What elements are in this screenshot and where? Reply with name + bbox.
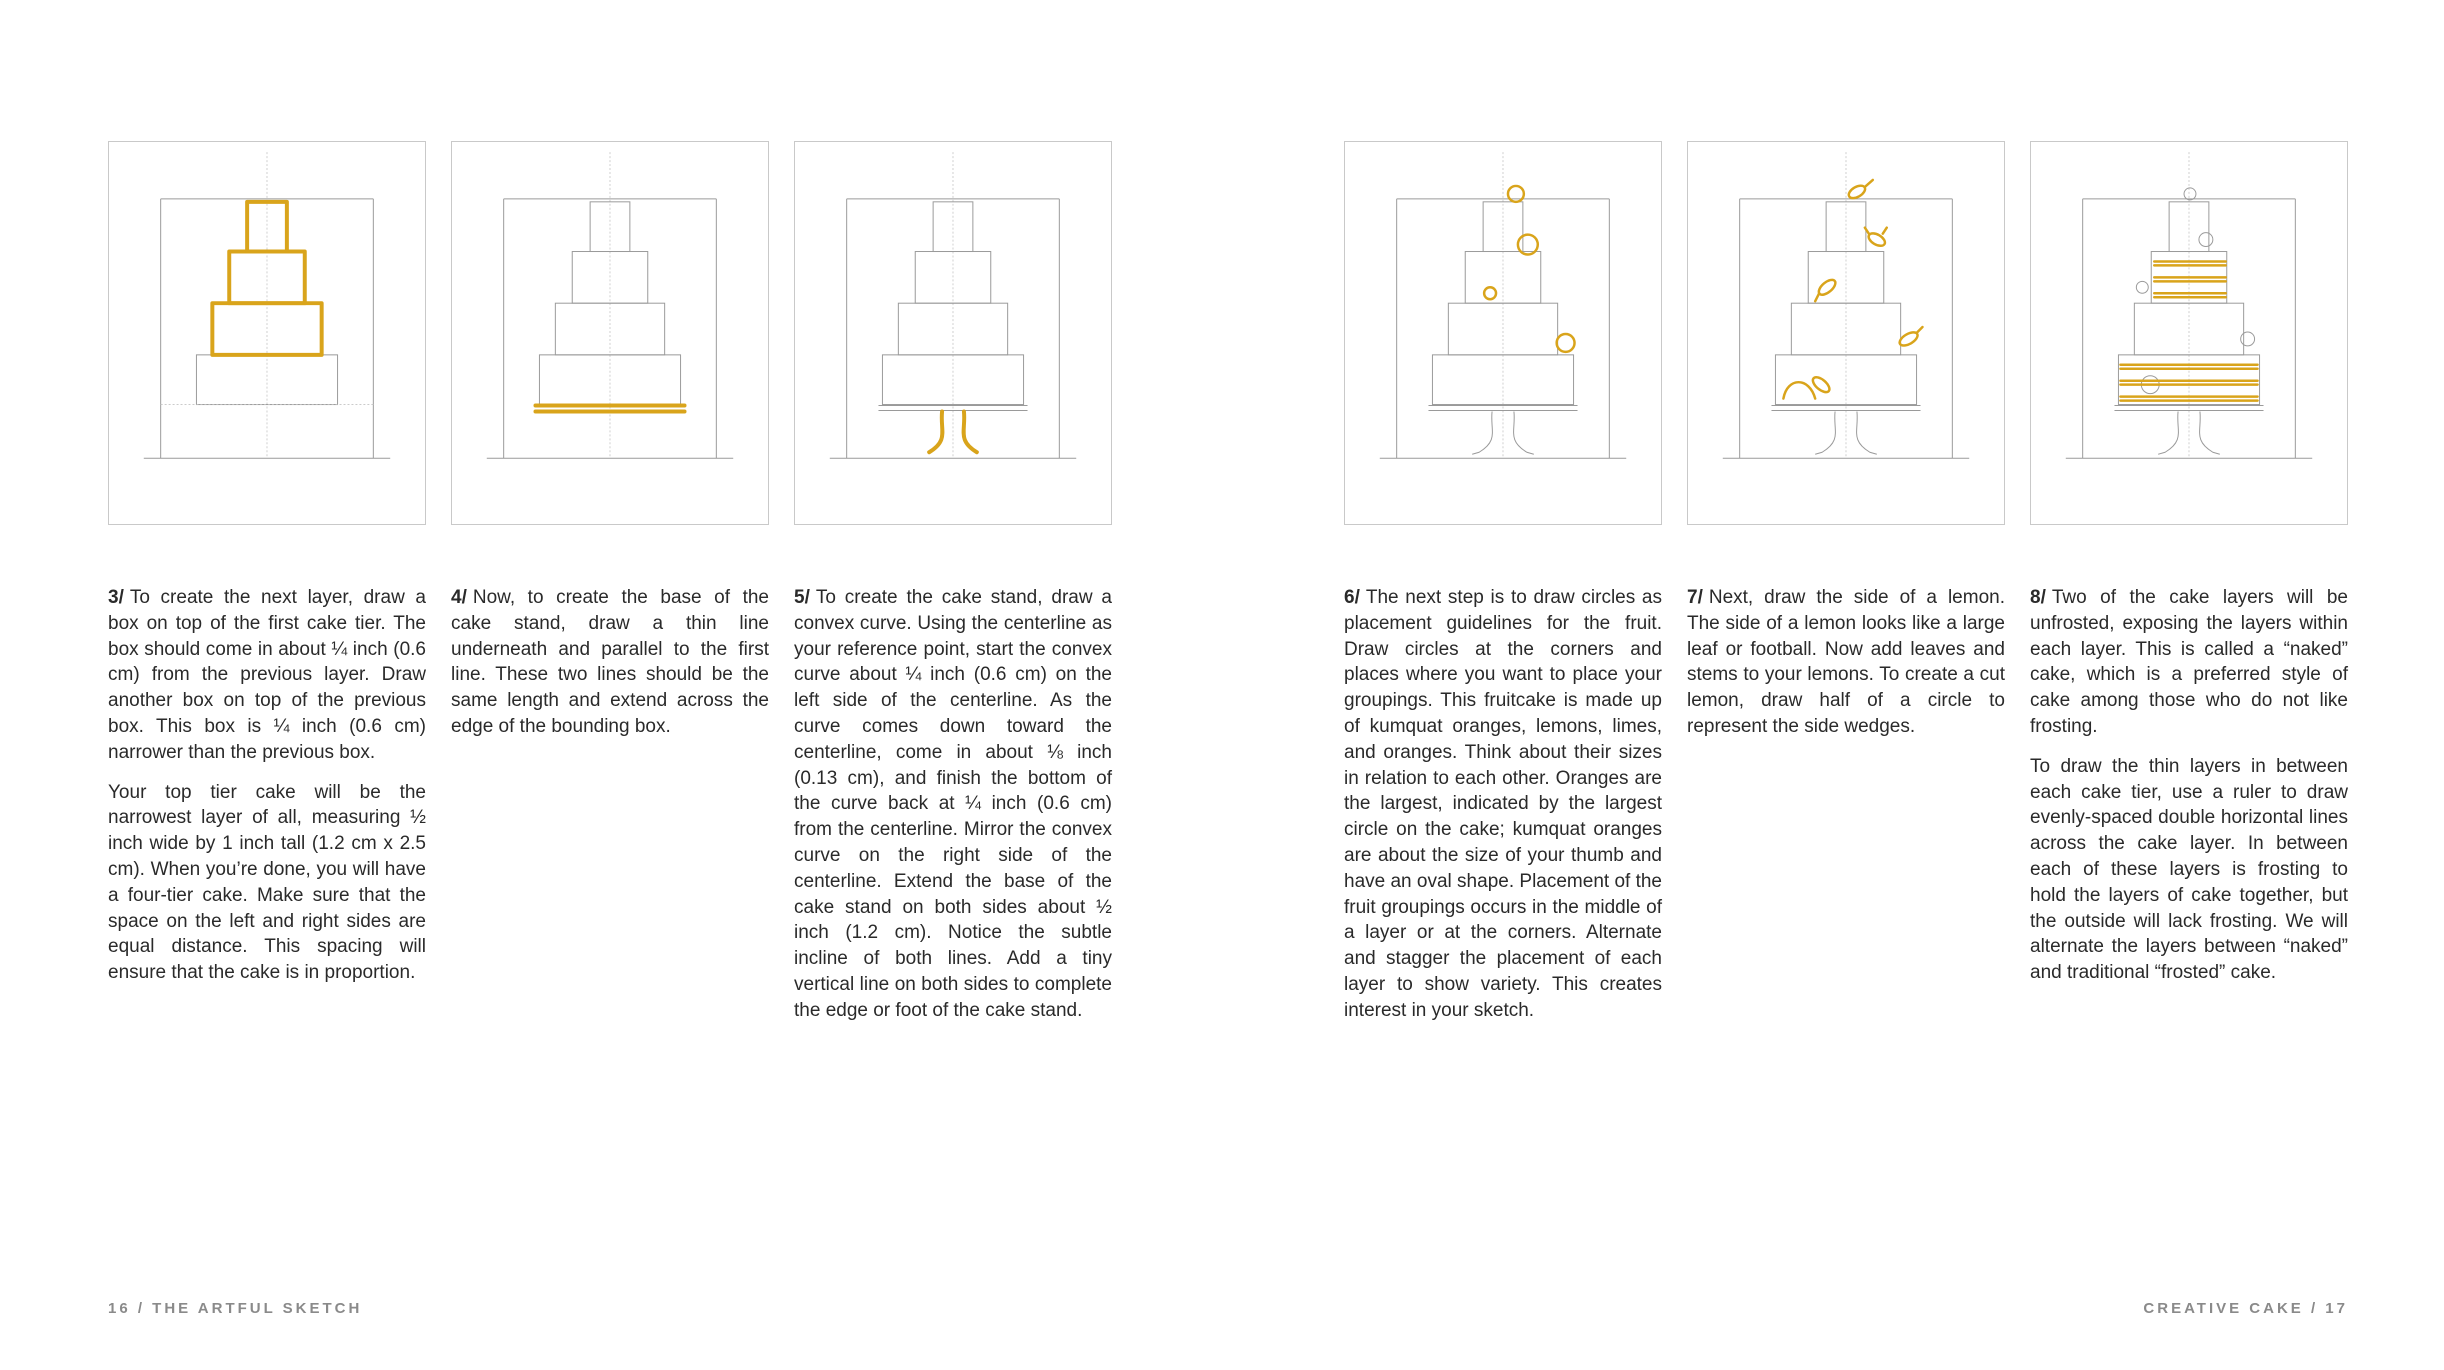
step-8-text xyxy=(2030,585,2348,1000)
step-paragraph: 8/ Two of the cake layers will be unfrosted, exposing the layers within each layer. This is called a “naked” cake, which is a preferred style of cake among those who do not like frosting. xyxy=(2030,587,2348,737)
step-number: 7/ xyxy=(1687,587,1703,608)
step-paragraph: 6/ The next step is to draw circles as placement guidelines for the fruit. Draw circles at the corners and places where you want to place your groupings. This fruitcake is made up of kumquat oranges, lemons, limes, and oranges. Think about their sizes in relation to each other. Oranges are the largest, indicated by the largest circle on the cake; kumquat oranges are about the size of your thumb and have an oval shape. Placement of the fruit groupings occurs in the middle of a layer or at the corners. Alternate and stagger the placement of each layer to show variety. This creates interest in your sketch. xyxy=(1344,587,1662,1021)
illustration-step-5 xyxy=(794,141,1112,525)
step-paragraph: 3/ To create the next layer, draw a box on top of the first cake tier. The box should come in about ¼ inch (0.6 cm) from the previous layer. Draw another box on top of the previous box. This box is ¼ inch (0.6 cm) narrower than the previous box. xyxy=(108,587,426,763)
step-number: 5/ xyxy=(794,587,810,608)
step-paragraph: 4/ Now, to create the base of the cake stand, draw a thin line underneath and parallel to the first line. These two lines should be the same length and extend across the edge of the bounding box. xyxy=(451,587,769,737)
step-paragraph: 5/ To create the cake stand, draw a convex curve. Using the centerline as your reference point, start the convex curve about ¼ inch (0.6 cm) on the left side of the centerline. As the curve comes down toward the centerline, come in about ⅛ inch (0.13 cm), and finish the bottom of the curve back at ¼ inch (0.6 cm) from the centerline. Mirror the convex curve on the right side of the centerline. Extend the base of the cake stand on both sides about ½ inch (1.2 cm). Notice the subtle incline of both lines. Add a tiny vertical line on both sides to complete the edge or foot of the cake stand. xyxy=(794,587,1112,1021)
step-number: 3/ xyxy=(108,587,124,608)
step-7-text xyxy=(1687,585,2005,754)
illustration-step-6 xyxy=(1344,141,1662,525)
illustration-step-8 xyxy=(2030,141,2348,525)
step-paragraph: To draw the thin layers in between each cake tier, use a ruler to draw evenly-spaced double horizontal lines across the cake layer. In between each of these layers is frosting to hold the layers of cake together, but the outside will lack frosting. We will alternate the layers between “naked” and traditional “frosted” cake. xyxy=(2030,755,2348,984)
step-5-text xyxy=(794,585,1112,1038)
cake-sketch-step-5 xyxy=(795,142,1111,524)
step-6-text xyxy=(1344,585,1662,1038)
cake-sketch-step-4 xyxy=(452,142,768,524)
footer-right-folio: CREATIVE CAKE / 17 xyxy=(2143,1300,2348,1317)
cake-sketch-step-3 xyxy=(109,142,425,524)
illustration-step-7 xyxy=(1687,141,2005,525)
cake-sketch-step-7 xyxy=(1688,142,2004,524)
step-4-text xyxy=(451,585,769,754)
step-3-text xyxy=(108,585,426,1000)
cake-sketch-step-6 xyxy=(1345,142,1661,524)
step-number: 6/ xyxy=(1344,587,1360,608)
illustration-step-3 xyxy=(108,141,426,525)
illustration-step-4 xyxy=(451,141,769,525)
footer-left-folio: 16 / THE ARTFUL SKETCH xyxy=(108,1300,363,1317)
step-paragraph: 7/ Next, draw the side of a lemon. The side of a lemon looks like a large leaf or football. Now add leaves and stems to your lemons. To create a cut lemon, draw half of a circle to represent the side wedges. xyxy=(1687,587,2005,737)
step-number: 8/ xyxy=(2030,587,2046,608)
step-number: 4/ xyxy=(451,587,467,608)
step-paragraph: Your top tier cake will be the narrowest layer of all, measuring ½ inch wide by 1 inch tall (1.2 cm x 2.5 cm). When you’re done, you will have a four-tier cake. Make sure that the space on the left and right sides are equal distance. This spacing will ensure that the cake is in proportion. xyxy=(108,781,426,984)
cake-sketch-step-8 xyxy=(2031,142,2347,524)
